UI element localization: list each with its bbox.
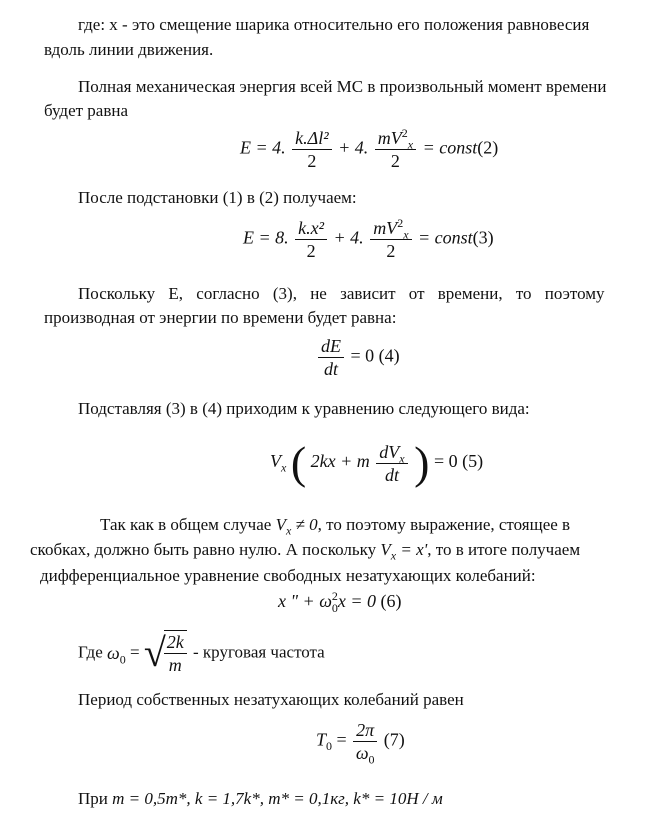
equation-2: E = 4. $\frac{\text{k.Δl²}}{2}$ + 4. $\frac{mV^2_x}{2}$ = const(2) bbox=[240, 126, 499, 171]
square-root: √ $\frac{2k}{m}$ bbox=[144, 630, 189, 675]
fraction: $\frac{2\pi}{\omega_0}$ bbox=[353, 720, 377, 763]
text-line: После подстановки (1) в (2) получаем: bbox=[78, 188, 357, 207]
text-line: Полная механическая энергия всей МС в произвольный момент времени bbox=[78, 77, 607, 96]
text-line: будет равна bbox=[44, 101, 129, 120]
fraction: $\frac{dE}{dt}$ bbox=[318, 336, 344, 379]
equation-5: $V_x$ ( 2kx + m $\frac{dV_x}{dt}$ ) = 0 (5) bbox=[270, 437, 484, 488]
fraction: $\frac{dV_x}{dt}$ bbox=[376, 442, 407, 485]
text-line: Поскольку Е, согласно (3), не зависит от времени, то поэтому bbox=[78, 284, 605, 303]
text-line: дифференциальное уравнение свободных незатухающих колебаний: bbox=[40, 566, 536, 585]
fraction: $\frac{\text{k.Δl²}}{2}$ bbox=[292, 128, 331, 171]
text-line: Где $\omega_0$ = √ $\frac{2k}{m}$ - круговая частота bbox=[78, 629, 325, 675]
equation-3: E = 8. $\frac{\text{k.x²}}{2}$ + 4. $\frac{mV^2_x}{2}$ = const(3) bbox=[243, 216, 494, 261]
text-line: скобках, должно быть равно нулю. А поскольку $V_x = x'$, то в итоге получаем bbox=[30, 540, 581, 563]
text-line: Период собственных незатухающих колебаний равен bbox=[78, 690, 464, 709]
fraction: $\frac{mV^2_x}{2}$ bbox=[370, 218, 411, 261]
text-line: Подставляя (3) в (4) приходим к уравнению следующего вида: bbox=[78, 399, 530, 418]
equation-6: x " + $\omega^2_0x = 0$ (6) bbox=[278, 589, 402, 615]
fraction: $\frac{\text{k.x²}}{2}$ bbox=[295, 218, 327, 261]
text-line: вдоль линии движения. bbox=[44, 40, 214, 59]
equation-4: $\frac{dE}{dt}$ = 0 (4) bbox=[316, 336, 400, 379]
text-line: При m = 0,5m*, k = 1,7k*, m* = 0,1кг, k* = 10H / м bbox=[78, 789, 443, 808]
fraction: $\frac{mV^2_x}{2}$ bbox=[375, 128, 416, 171]
text-line: производная от энергии по времени будет равна: bbox=[44, 308, 397, 327]
text-line: где: х - это смещение шарика относительно его положения равновесия bbox=[78, 15, 590, 34]
equation-7: $T_0$ = $\frac{2\pi}{\omega_0}$ (7) bbox=[316, 720, 405, 767]
text-line: Так как в общем случае $V_x \ne 0$, то поэтому выражение, стоящее в bbox=[100, 515, 571, 538]
